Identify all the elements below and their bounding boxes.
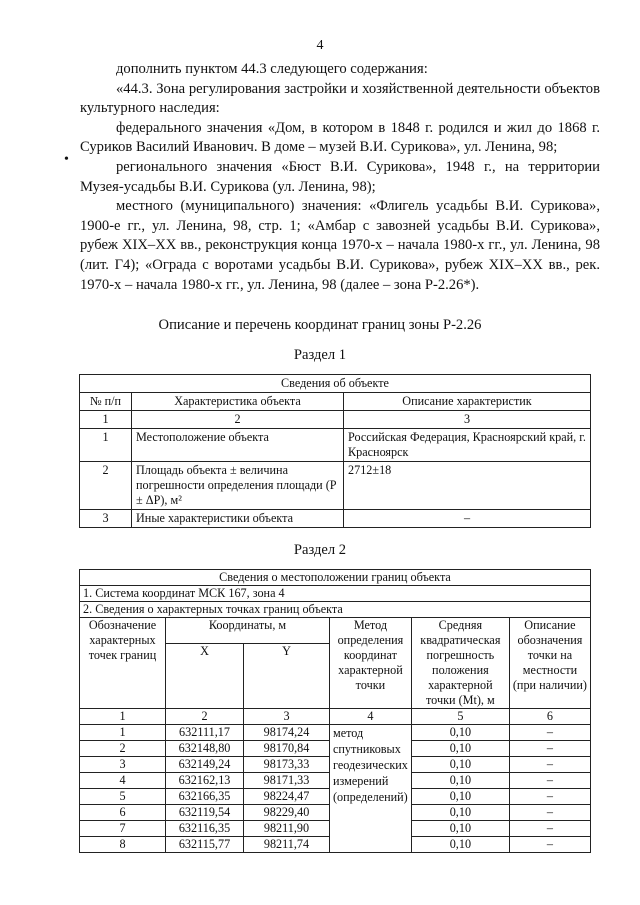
row-value: Российская Федерация, Красноярский край, г. Красноярск <box>344 429 591 462</box>
table1-title: Сведения об объекте <box>80 375 591 393</box>
col-number: 6 <box>509 709 590 725</box>
point-id: 5 <box>80 789 166 805</box>
point-y: 98229,40 <box>244 805 330 821</box>
header-number: № п/п <box>80 393 132 411</box>
table2-title: Сведения о местоположении границ объекта <box>80 570 591 586</box>
section2-title: Раздел 2 <box>293 542 347 558</box>
point-desc: – <box>509 805 590 821</box>
row-characteristic: Площадь объекта ± величина погрешности определения площади (P ± ΔP), м² <box>132 462 344 510</box>
point-error: 0,10 <box>411 725 509 741</box>
col-number: 2 <box>166 709 244 725</box>
header-x: X <box>166 644 244 709</box>
table-row <box>80 725 591 741</box>
point-y: 98173,33 <box>244 757 330 773</box>
point-desc: – <box>509 725 590 741</box>
point-error: 0,10 <box>411 773 509 789</box>
point-y: 98224,47 <box>244 789 330 805</box>
header-error: Средняя квадратическая погрешность положения характерной точки (Mt), м <box>411 618 509 709</box>
header-y: Y <box>244 644 330 709</box>
point-error: 0,10 <box>411 837 509 853</box>
body-text <box>80 60 600 295</box>
points-info-title: 2. Сведения о характерных точках границ объекта <box>80 602 591 618</box>
col-number: 1 <box>80 411 132 429</box>
margin-mark: • <box>64 152 69 167</box>
row-characteristic: Иные характеристики объекта <box>132 510 344 528</box>
method-cell: метод спутниковых геодезических измерений (определений) <box>330 725 412 853</box>
col-number: 2 <box>132 411 344 429</box>
point-x: 632166,35 <box>166 789 244 805</box>
object-info-table <box>79 374 591 528</box>
point-y: 98170,84 <box>244 741 330 757</box>
point-id: 6 <box>80 805 166 821</box>
point-x: 632148,80 <box>166 741 244 757</box>
point-x: 632111,17 <box>166 725 244 741</box>
point-desc: – <box>509 837 590 853</box>
header-desc: Описание обозначения точки на местности (при наличии) <box>509 618 590 709</box>
point-x: 632162,13 <box>166 773 244 789</box>
table-row <box>80 510 591 528</box>
point-x: 632115,77 <box>166 837 244 853</box>
paragraph-1: дополнить пунктом 44.3 следующего содержания: <box>116 61 428 77</box>
col-number: 3 <box>344 411 591 429</box>
point-id: 7 <box>80 821 166 837</box>
point-y: 98171,33 <box>244 773 330 789</box>
point-error: 0,10 <box>411 757 509 773</box>
paragraph-2: «44.3. Зона регулирования застройки и хозяйственной деятельности объектов культурного наследия: <box>80 80 600 117</box>
row-value: 2712±18 <box>344 462 591 510</box>
point-id: 8 <box>80 837 166 853</box>
header-coords: Координаты, м <box>166 618 330 644</box>
point-x: 632116,35 <box>166 821 244 837</box>
paragraph-3: федерального значения «Дом, в котором в 1848 г. родился и жил до 1868 г. Суриков Василий Иванович. В доме – музей В.И. Сурикова», ул. Ленина, 98; <box>80 119 600 156</box>
row-number: 2 <box>80 462 132 510</box>
point-x: 632149,24 <box>166 757 244 773</box>
row-value: – <box>344 510 591 528</box>
row-characteristic: Местоположение объекта <box>132 429 344 462</box>
point-error: 0,10 <box>411 789 509 805</box>
point-y: 98174,24 <box>244 725 330 741</box>
point-y: 98211,74 <box>244 837 330 853</box>
point-id: 1 <box>80 725 166 741</box>
point-id: 4 <box>80 773 166 789</box>
point-error: 0,10 <box>411 805 509 821</box>
description-title: Описание и перечень координат границ зоны Р-2.26 <box>158 317 482 333</box>
table-row <box>80 462 591 510</box>
section1-title: Раздел 1 <box>293 347 347 363</box>
col-number: 1 <box>80 709 166 725</box>
header-characteristic: Характеристика объекта <box>132 393 344 411</box>
header-point: Обозначение характерных точек границ <box>80 618 166 709</box>
point-x: 632119,54 <box>166 805 244 821</box>
row-number: 1 <box>80 429 132 462</box>
paragraph-5: местного (муниципального) значения: «Флигель усадьбы В.И. Сурикова», 1900-е гг., ул. Ленина, 98, стр. 1; «Амбар с завозней усадьбы В.И. Сурикова», рубеж XIX–XX вв., реконструкция конца 1970-х – начала 1980-х гг., ул. Ленина, 98 (лит. Г4); «Ограда с воротами усадьбы В.И. Сурикова», рубеж XIX–XX вв., рек. 1970-х – начала 1980-х гг., ул. Ленина, 98 (далее – зона Р-2.26*). <box>80 198 600 293</box>
boundary-points-table <box>79 569 591 853</box>
point-desc: – <box>509 741 590 757</box>
point-desc: – <box>509 821 590 837</box>
page-number: 4 <box>316 38 324 53</box>
col-number: 5 <box>411 709 509 725</box>
point-error: 0,10 <box>411 821 509 837</box>
header-method: Метод определения координат характерной точки <box>330 618 412 709</box>
col-number: 4 <box>330 709 412 725</box>
point-desc: – <box>509 773 590 789</box>
point-id: 2 <box>80 741 166 757</box>
point-desc: – <box>509 789 590 805</box>
point-id: 3 <box>80 757 166 773</box>
paragraph-4: регионального значения «Бюст В.И. Сурикова», 1948 г., на территории Музея-усадьбы В.И. Сурикова (ул. Ленина, 98); <box>80 158 600 195</box>
header-description: Описание характеристик <box>344 393 591 411</box>
table-row <box>80 429 591 462</box>
point-y: 98211,90 <box>244 821 330 837</box>
point-error: 0,10 <box>411 741 509 757</box>
row-number: 3 <box>80 510 132 528</box>
point-desc: – <box>509 757 590 773</box>
col-number: 3 <box>244 709 330 725</box>
coordinate-system: 1. Система координат МСК 167, зона 4 <box>80 586 591 602</box>
